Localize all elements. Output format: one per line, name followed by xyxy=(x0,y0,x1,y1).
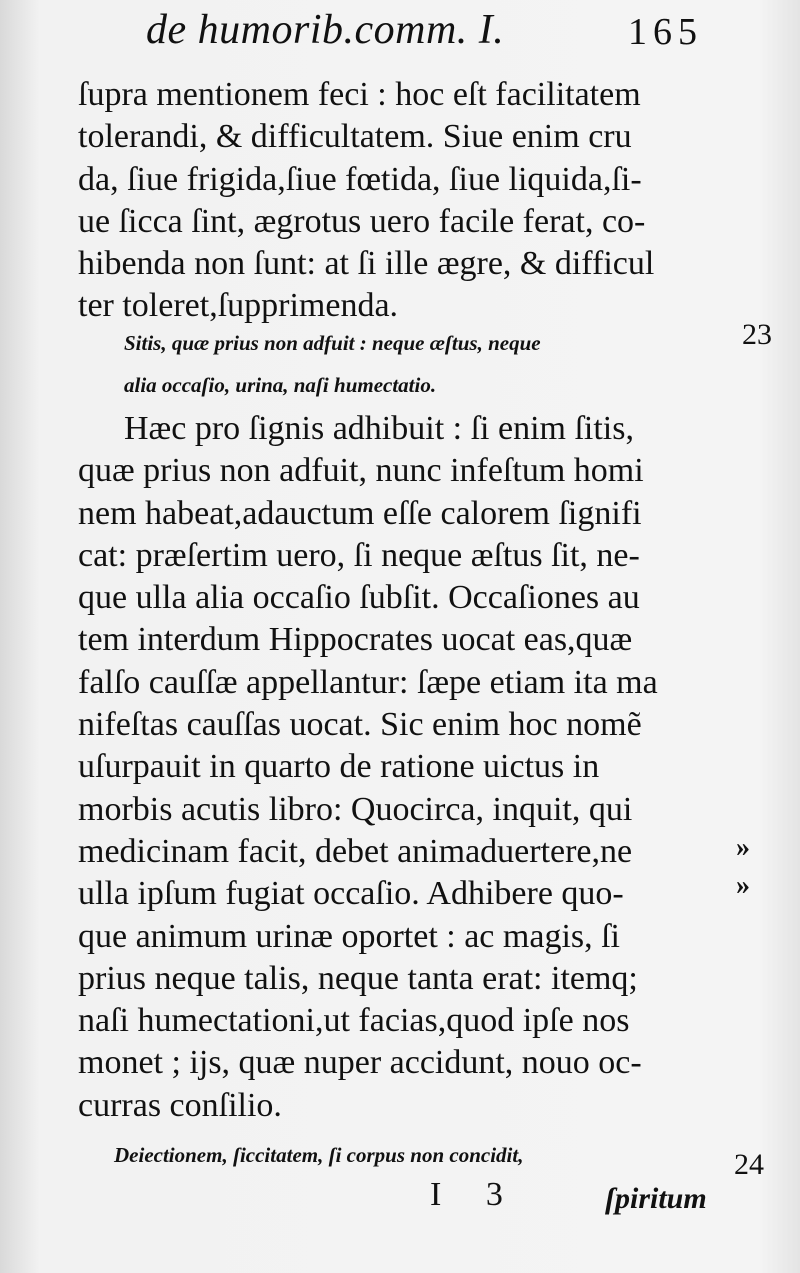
text-line: nem habeat,adauctum eſſe calorem ſignifi xyxy=(78,494,642,532)
text-line: morbis acutis libro: Quocirca, inquit, qui xyxy=(78,790,633,828)
text-line: Hæc pro ſignis adhibuit : ſi enim ſitis, xyxy=(124,410,634,447)
running-head: de humorib.comm. I. xyxy=(146,7,505,53)
text-line: ter toleret,ſupprimenda. xyxy=(78,287,399,325)
text-line: curras conſilio. xyxy=(78,1086,282,1124)
signature-mark: I 3 xyxy=(430,1176,521,1213)
page-number: 165 xyxy=(628,11,703,53)
text-line: tolerandi, & difficultatem. Siue enim cru xyxy=(78,118,632,156)
text-line: uſurpauit in quarto de ratione uictus in xyxy=(78,748,600,786)
paragraph-1 xyxy=(78,74,728,328)
marginal-number-24: 24 xyxy=(734,1148,764,1181)
text-line: monet ; ijs, quæ nuper accidunt, nouo oc- xyxy=(78,1044,642,1082)
text-line: ſupra mentionem feci : hoc eſt facilitatem xyxy=(78,76,641,113)
quotation-mark: » xyxy=(736,870,750,901)
aphorism-line: Deiectionem, ſiccitatem, ſi corpus non concidit, xyxy=(114,1143,524,1167)
text-line: ue ſicca ſint, ægrotus uero facile ferat, co- xyxy=(78,202,646,240)
text-line: nifeſtas cauſſas uocat. Sic enim hoc nomẽ xyxy=(78,706,642,744)
aphorism-24 xyxy=(114,1134,734,1176)
text-line: que ulla alia occaſio ſubſit. Occaſiones au xyxy=(78,579,640,617)
quotation-mark: » xyxy=(736,832,750,863)
text-line: hibenda non ſunt: at ſi ille ægre, & difficul xyxy=(78,245,655,283)
text-line: cat: præſertim uero, ſi neque æſtus ſit, ne- xyxy=(78,536,640,574)
text-line: quæ prius non adfuit, nunc infeſtum homi xyxy=(78,452,644,490)
text-line: naſi humectationi,ut facias,quod ipſe nos xyxy=(78,1002,630,1040)
text-line: da, ſiue frigida,ſiue fœtida, ſiue liquida,ſi- xyxy=(78,160,642,198)
text-line: tem interdum Hippocrates uocat eas,quæ xyxy=(78,621,633,659)
text-line: ulla ipſum fugiat occaſio. Adhibere quo- xyxy=(78,875,624,913)
paragraph-2 xyxy=(78,408,728,1127)
catchword: ſpiritum xyxy=(605,1182,707,1215)
aphorism-23 xyxy=(124,322,724,406)
text-line: falſo cauſſæ appellantur: ſæpe etiam ita ma xyxy=(78,663,658,701)
text-line: prius neque talis, neque tanta erat: itemq; xyxy=(78,959,638,997)
marginal-number-23: 23 xyxy=(742,318,772,351)
text-line: que animum urinæ oportet : ac magis, ſi xyxy=(78,917,621,955)
aphorism-line: Sitis, quæ prius non adfuit : neque æſtus, neque xyxy=(124,331,541,355)
text-line: medicinam facit, debet animaduertere,ne xyxy=(78,832,633,870)
aphorism-line: alia occaſio, urina, naſi humectatio. xyxy=(124,373,437,397)
